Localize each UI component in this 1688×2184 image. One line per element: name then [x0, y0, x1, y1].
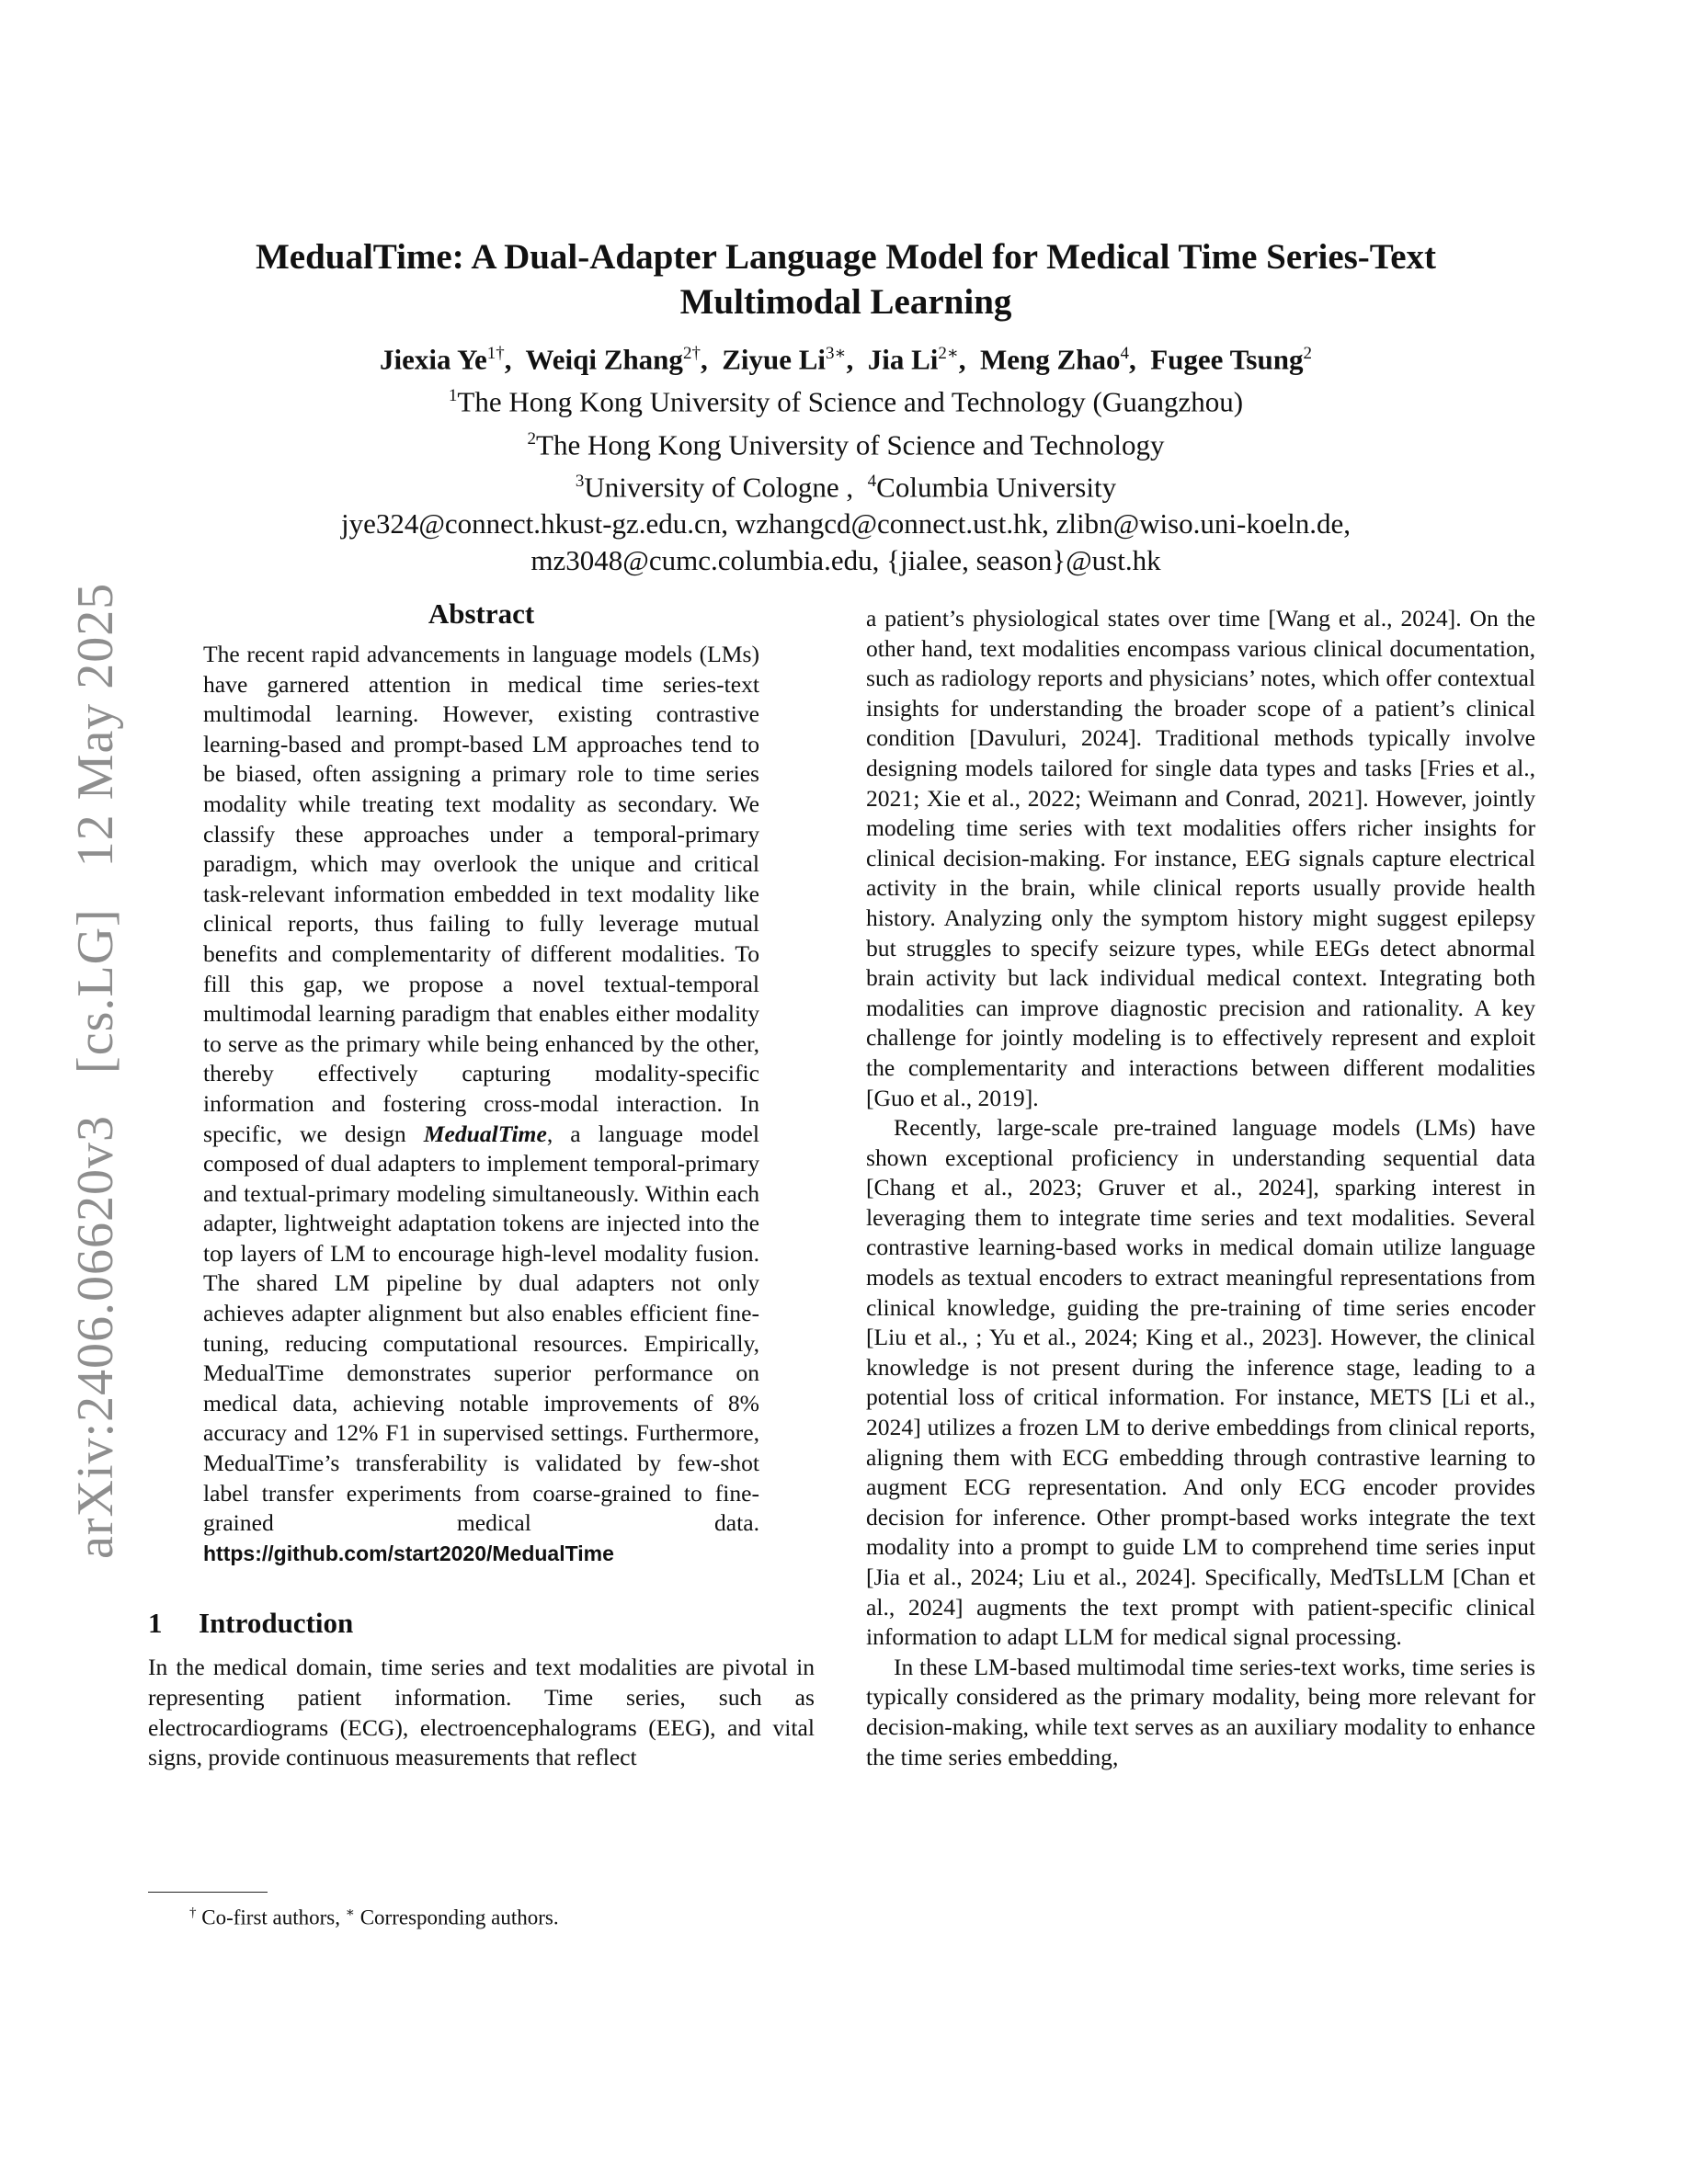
left-column [148, 596, 815, 1773]
author: Jiexia Ye [380, 343, 487, 376]
paper-header [147, 234, 1545, 579]
affiliation-text: University of Cologne , [584, 471, 854, 504]
affiliation-text: The Hong Kong University of Science and Technology [536, 427, 1165, 461]
arxiv-id: arXiv:2406.06620v3 [67, 1114, 124, 1559]
footnote-mark: ∗ [345, 1905, 355, 1920]
abstract-text: The recent rapid advancements in language models (LMs) have garnered attention in medical time series-text multimodal learning. However, existing contrastive learning-based and prompt-based LM approaches tend to be biased, often assigning a primary role to time series modality while treating text modality as secondary. We classify these approaches under a temporal-primary paradigm, which may overlook the unique and critical task-relevant information embedded in text modality like clinical reports, thus failing to fully leverage mutual benefits and complementarity of different modalities. To fill this gap, we propose a novel textual-temporal multimodal learning paradigm that enables either modality to serve as the primary while being enhanced by the other, thereby effectively capturing modality-specific information and fostering cross-modal interaction. In specific, we design [203, 641, 759, 1147]
author: Weiqi Zhang [525, 343, 683, 376]
author: Jia Li [867, 343, 939, 376]
section-number: 1 [148, 1607, 163, 1640]
section-title: Introduction [199, 1607, 354, 1640]
right-column [866, 604, 1535, 1772]
footnote-rule [148, 1892, 268, 1893]
author-mark: 4 [1120, 344, 1129, 363]
footnote [189, 1899, 559, 1932]
author: Meng Zhao [980, 343, 1121, 376]
arxiv-date: 12 May 2025 [67, 582, 124, 868]
arxiv-stamp [67, 555, 124, 1559]
intro-paragraph-3: In these LM-based multimodal time series-text works, time series is typically considered as the primary modality, being more relevant for decision-making, while text serves as an auxiliary modality to enhance the time series embedding, [866, 1653, 1535, 1770]
abstract-text: , a language model composed of dual adapters to implement temporal-primary and textual-primary modeling simultaneously. Within each adapter, lightweight adaptation tokens are injected into the top layers of LM to encourage high-level modality fusion. The shared LM pipeline by dual adapters not only achieves adapter alignment but also enables efficient fine-tuning, reducing computational resources. Empirically, MedualTime demonstrates superior performance on medical data, achieving notable improvements of 8% accuracy and 12% F1 in supervised settings. Furthermore, MedualTime’s transferability is validated by few-shot label transfer experiments from coarse-grained to fine-grained medical data. [203, 1120, 759, 1537]
footnote-text: Corresponding authors. [354, 1905, 559, 1929]
affiliation-text: The Hong Kong University of Science and Technology (Guangzhou) [457, 385, 1244, 418]
arxiv-category: [cs.LG] [67, 908, 124, 1074]
affiliation-mark: 2 [527, 428, 537, 449]
intro-paragraph-1-start: In the medical domain, time series and text modalities are pivotal in representing patient information. Time series, such as electrocardiograms (ECG), electroencephalograms (EEG), and vital signs, provide continuous measurements that reflect [148, 1654, 815, 1771]
author-mark: 2∗ [938, 344, 959, 363]
emails-line-1: jye324@connect.hkust-gz.edu.cn, wzhangcd@connect.ust.hk, zlibn@wiso.uni-koeln.de, [340, 507, 1352, 540]
model-name: MedualTime [423, 1120, 547, 1147]
author: Ziyue Li [722, 343, 827, 376]
section-heading [148, 1605, 815, 1642]
abstract-paragraph [203, 640, 759, 1568]
paper-title [147, 234, 1545, 324]
title-line-2: Multimodal Learning [679, 282, 1012, 322]
author-list: Jiexia $Ye^{1\dagger}$, Weiqi Zhang$^{2\dagger}$, Ziyue $Li^{3∗}$, Jia $Li^{2∗}$, Meng Zhao$^4$, Fugee Tsung$^2$ [380, 343, 1312, 376]
github-link[interactable]: https://github.com/start2020/MedualTime [203, 1541, 614, 1565]
author-mark: 3∗ [826, 344, 847, 363]
footnote-text: Co-first authors, [196, 1905, 346, 1929]
author-mark: 2 [1303, 344, 1312, 363]
title-line-1: MedualTime: A Dual-Adapter Language Model for Medical Time Series-Text [255, 237, 1437, 277]
author: Fugee Tsung [1150, 343, 1304, 376]
affiliation-mark: 4 [867, 471, 877, 491]
intro-paragraph-2: Recently, large-scale pre-trained language models (LMs) have shown exceptional proficiency in understanding sequential data [Chang et al., 2023; Gruver et al., 2024], sparking interest in leveraging them to integrate time series and text modalities. Several contrastive learning-based works in medical domain utilize language models as textual encoders to extract meaningful representations from clinical knowledge, guiding the pre-training of time series encoder [Liu et al., ; Yu et al., 2024; King et al., 2023]. However, the clinical knowledge is not present during the inference stage, leading to a potential loss of critical information. For instance, METS [Li et al., 2024] utilizes a frozen LM to derive embeddings from clinical reports, aligning them with ECG embedding through contrastive learning to augment ECG representation. And only ECG encoder provides decision for inference. Other prompt-based works integrate the text modality into a prompt to guide LM to comprehend time series input [Jia et al., 2024; Liu et al., 2024]. Specifically, MedTsLLM [Chan et al., 2024] augments the text prompt with patient-specific clinical information to adapt LLM for medical signal processing. [866, 1114, 1535, 1651]
affiliation-3-4 [147, 463, 1545, 506]
abstract-heading: Abstract [428, 597, 535, 630]
footnote-mark: † [189, 1905, 197, 1920]
abstract-body [203, 640, 759, 1568]
affiliation-2 [147, 421, 1545, 463]
author-mark: 2† [682, 344, 701, 363]
affiliation-mark: 1 [448, 386, 458, 406]
affiliation-text: Columbia University [876, 471, 1117, 504]
affiliation-mark: 3 [575, 471, 585, 491]
affiliation-1 [147, 378, 1545, 420]
author-mark: 1† [486, 344, 505, 363]
intro-paragraph-1-end: a patient’s physiological states over time [Wang et al., 2024]. On the other hand, text modalities encompass various clinical documentation, such as radiology reports and physicians’ notes, which offer contextual insights for understanding the broader scope of a patient’s clinical condition [Davuluri, 2024]. Traditional methods typically involve designing models tailored for single data types and tasks [Fries et al., 2021; Xie et al., 2022; Weimann and Conrad, 2021]. However, jointly modeling time series with text modalities offers richer insights for clinical decision-making. For instance, EEG signals capture electrical activity in the brain, while clinical reports usually provide health history. Analyzing only the symptom history might suggest epilepsy but struggles to specify seizure types, while EEGs detect abnormal brain activity but lack individual medical context. Integrating both modalities can improve diagnostic precision and rationality. A key challenge for jointly modeling is to effectively represent and exploit the complementarity and interactions between different modalities [Guo et al., 2019]. [866, 605, 1535, 1111]
emails-line-2: mz3048@cumc.columbia.edu, {jialee, season}@ust.hk [530, 544, 1161, 577]
